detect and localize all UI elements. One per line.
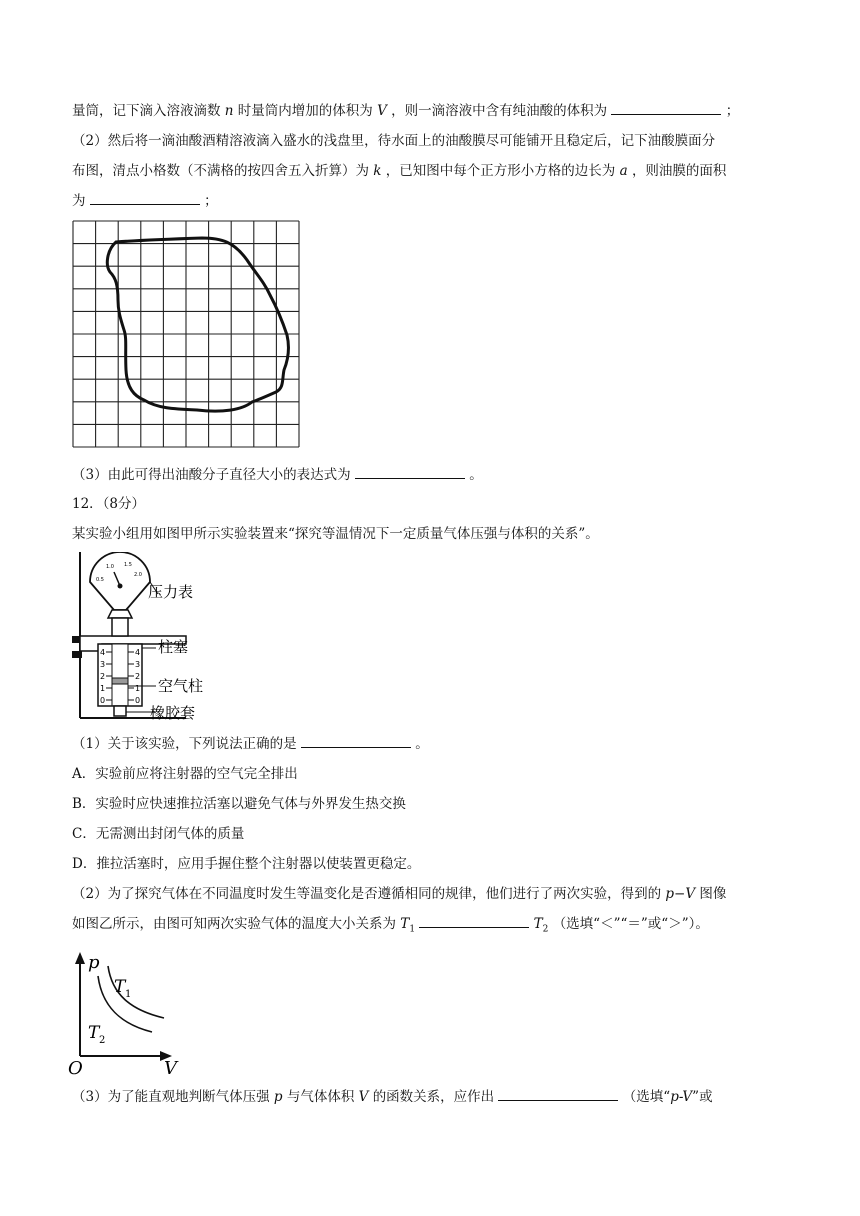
label-T2-sub: 2 [99,1035,106,1046]
answer-blank[interactable] [301,734,411,748]
scale-label: 0 [135,696,141,705]
var-pV: p−V [665,886,696,902]
text: 与气体体积 [286,1089,355,1105]
scale-label: 2 [100,672,106,681]
text: ； [204,193,218,209]
gauge-tick: 1.0 [106,564,114,570]
oil-film-outline [107,238,288,411]
text: （选填“ [622,1089,671,1105]
text: 如图乙所示，由图可知两次实验气体的温度大小关系为 [72,916,396,932]
option-b[interactable]: B．实验时应快速推拉活塞以避免气体与外界发生热交换 [72,796,406,812]
scale-label: 1 [100,684,106,693]
q12-p1 [72,734,800,754]
scale-label: 2 [135,672,141,681]
sub: 1 [409,924,416,935]
rubber-cap [114,706,126,716]
q11-p3 [72,465,800,485]
text: 量筒，记下滴入溶液滴数 [72,103,221,119]
answer-blank[interactable] [498,1087,618,1101]
var-T2: T [533,916,543,932]
var-p: p [273,1089,283,1105]
gauge-tick: 2.0 [134,572,142,578]
label-air-column: 空气柱 [158,677,204,695]
q11-p2-line1: （2）然后将一滴油酸酒精溶液滴入盛水的浅盘里，待水面上的油酸膜尽可能铺开且稳定后，记下油酸膜面分 [72,133,716,149]
label-origin: O [68,1058,83,1078]
option-d[interactable]: D．推拉活塞时，应用手握住整个注射器以使装置更稳定。 [72,856,421,872]
sub: 2 [542,924,549,935]
plunger-top [112,618,128,636]
text: （3）为了能直观地判断气体压强 [72,1089,270,1105]
scale-label: 3 [135,660,141,669]
answer-blank[interactable] [90,191,200,205]
p-axis-arrow [75,952,85,964]
text: 。 [469,467,483,483]
text: （选填“＜”“＝”或“＞”）。 [552,916,709,932]
q12-p2-line2 [72,914,800,940]
q11-line1 [72,101,800,121]
text: （2）为了探究气体在不同温度时发生等温变化是否遵循相同的规律，他们进行了两次实验，得到的 [72,886,662,902]
text: 布图，清点小格数（不满格的按四舍五入折算）为 [72,163,369,179]
text: ，已知图中每个正方形小方格的边长为 [385,163,616,179]
var-a: a [619,163,628,179]
text: 为 [72,193,86,209]
q12-p3 [72,1087,800,1107]
text: 图像 [699,886,727,902]
q11-p2-line3 [72,191,800,211]
q12-header: 12．（8分） [72,496,146,512]
label-V: V [164,1058,177,1078]
text: ”或 [692,1089,713,1105]
option-c[interactable]: C．无需测出封闭气体的质量 [72,826,245,842]
answer-blank[interactable] [611,101,721,115]
var-k: k [373,163,382,179]
plunger-head [112,678,128,684]
option-a[interactable]: A．实验前应将注射器的空气完全排出 [72,766,298,782]
label-T1: T [114,977,126,997]
label-gauge: 压力表 [148,583,194,601]
scale-label: 4 [100,648,106,657]
oil-film-grid-figure [72,220,300,448]
q12-p2-line1 [72,884,800,904]
label-T1-sub: 1 [125,989,132,1000]
scale-label: 4 [135,648,141,657]
var-V: V [377,103,387,119]
answer-blank[interactable] [419,914,529,928]
plunger-rod [112,644,128,678]
clamp-knob [72,651,82,658]
var-n: n [224,103,234,119]
text: 。 [415,736,429,752]
q11-p2-line2 [72,161,800,181]
label-rubber-cap: 橡胶套 [150,704,196,722]
text: ，则一滴溶液中含有纯油酸的体积为 [391,103,608,119]
var-pV: p-V [670,1089,693,1105]
text: ，则油膜的面积 [631,163,727,179]
gauge-tick: 1.5 [124,562,132,568]
text: 时量筒内增加的体积为 [237,103,373,119]
q12-intro: 某实验小组用如图甲所示实验装置来“探究等温情况下一定质量气体压强与体积的关系”。 [72,526,599,542]
label-plunger: 柱塞 [158,638,189,656]
gauge-tick: 0.5 [96,577,104,583]
scale-label: 0 [100,696,106,705]
text: 的函数关系，应作出 [372,1089,495,1105]
pv-graph-figure [68,948,188,1078]
answer-blank[interactable] [355,465,465,479]
text: （3）由此可得出油酸分子直径大小的表达式为 [72,467,351,483]
text: （1）关于该实验，下列说法正确的是 [72,736,297,752]
text: ； [725,103,740,119]
var-T1: T [400,916,410,932]
var-V: V [358,1089,369,1105]
scale-label: 1 [135,684,141,693]
label-T2: T [88,1023,100,1043]
scale-label: 3 [100,660,106,669]
label-p: p [88,952,100,973]
apparatus-figure [68,552,218,724]
